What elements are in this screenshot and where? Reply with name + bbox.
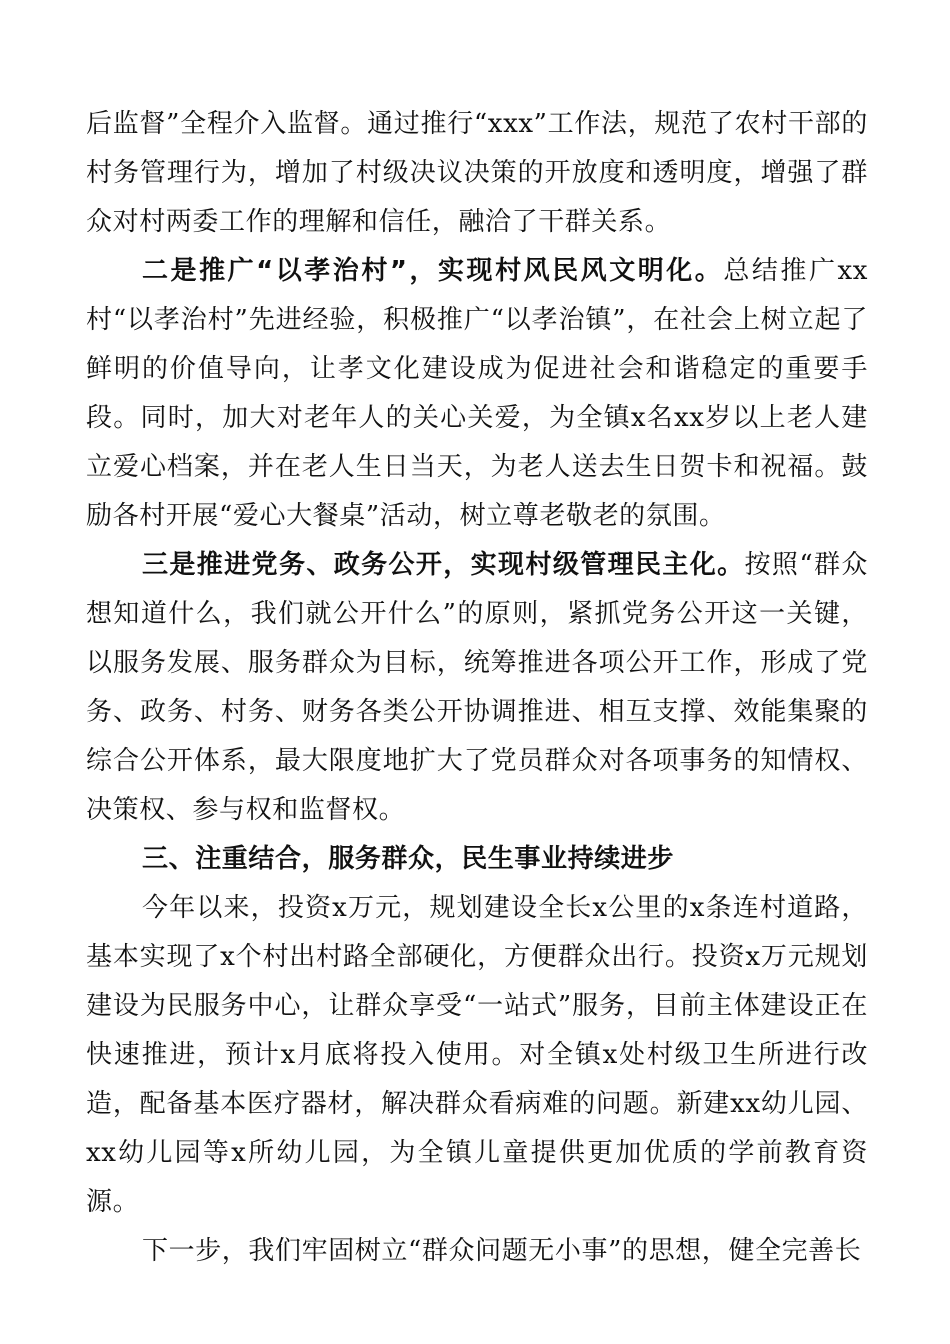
paragraph-transparency xyxy=(86,541,868,835)
paragraph-continuation xyxy=(86,100,868,247)
section-heading: 三、注重结合，服务群众，民生事业持续进步 xyxy=(142,844,675,874)
paragraph-next-step xyxy=(86,1227,868,1276)
paragraph-text: 后监督”全程介入监督。通过推行“xxx”工作法，规范了农村干部的村务管理行为，增加了村级决议决策的开放度和透明度，增强了群众对村两委工作的理解和信任，融洽了干群关系。 xyxy=(86,109,868,237)
paragraph-text: 按照“群众想知道什么，我们就公开什么”的原则，紧抓党务公开这一关键，以服务发展、服务群众为目标，统筹推进各项公开工作，形成了党务、政务、村务、财务各类公开协调推进、相互支撑、效能集聚的综合公开体系，最大限度地扩大了党员群众对各项事务的知情权、决策权、参与权和监督权。 xyxy=(86,550,868,825)
paragraph-text: 下一步，我们牢固树立“群众问题无小事”的思想，健全完善长 xyxy=(142,1236,862,1266)
paragraph-lead-bold: 二是推广“以孝治村”，实现村风民风文明化。 xyxy=(142,256,724,286)
paragraph-infrastructure xyxy=(86,884,868,1227)
paragraph-text: 今年以来，投资x万元，规划建设全长x公里的x条连村道路，基本实现了x个村出村路全部硬化，方便群众出行。投资x万元规划建设为民服务中心，让群众享受“一站式”服务，目前主体建设正在快速推进，预计x月底将投入使用。对全镇x处村级卫生所进行改造，配备基本医疗器材，解决群众看病难的问题。新建xx幼儿园、xx幼儿园等x所幼儿园，为全镇儿童提供更加优质的学前教育资源。 xyxy=(86,893,868,1217)
paragraph-text: 总结推广xx村“以孝治村”先进经验，积极推广“以孝治镇”，在社会上树立起了鲜明的价值导向，让孝文化建设成为促进社会和谐稳定的重要手段。同时，加大对老年人的关心关爱，为全镇x名xx岁以上老人建立爱心档案，并在老人生日当天，为老人送去生日贺卡和祝福。鼓励各村开展“爱心大餐桌”活动，树立尊老敬老的氛围。 xyxy=(86,256,868,531)
document-page xyxy=(86,100,868,1276)
paragraph-filial-piety xyxy=(86,247,868,541)
paragraph-lead-bold: 三是推进党务、政务公开，实现村级管理民主化。 xyxy=(142,550,745,580)
